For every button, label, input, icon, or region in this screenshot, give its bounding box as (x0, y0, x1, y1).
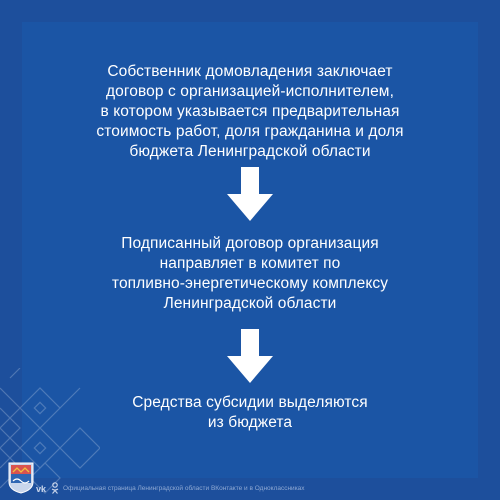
step-2-text: Подписанный договор организация направляет в комитет по топливно-энергетическому комплексу Ленинградской области (111, 235, 389, 312)
footer (0, 456, 500, 500)
step-3-text: Средства субсидии выделяются из бюджета (132, 394, 368, 431)
down-arrow-icon (227, 329, 273, 383)
region-emblem-icon (8, 462, 34, 494)
vk-icon[interactable]: vk (36, 484, 47, 494)
step-1-text: Собственник домовладения заключает договор с организацией-исполнителем, в котором указывается предварительная стоимость работ, доля гражданина и доля бюджета Ленинградской области (96, 63, 404, 160)
odnoklassniki-icon[interactable] (51, 482, 59, 494)
down-arrow-icon (227, 167, 273, 221)
footer-caption: Официальная страница Ленинградской области ВКонтакте и в Одноклассниках (63, 485, 305, 492)
